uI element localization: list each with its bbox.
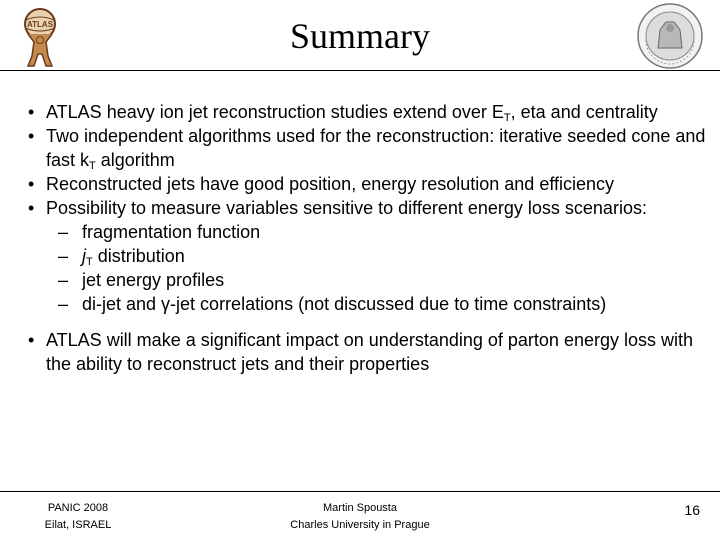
charles-university-seal bbox=[636, 2, 704, 70]
sub-bullet-item: – fragmentation function bbox=[28, 220, 708, 244]
page-title: Summary bbox=[290, 16, 430, 56]
title-divider bbox=[0, 70, 720, 71]
bullet-item: • Reconstructed jets have good position, energy resolution and efficiency bbox=[28, 172, 708, 196]
sub-bullet-item: – $j_T$ distribution bbox=[28, 244, 708, 268]
sub-bullet-item: – di-jet and γ-jet correlations (not discussed due to time constraints) bbox=[28, 292, 708, 316]
bullet-item: • Possibility to measure variables sensitive to different energy loss scenarios: bbox=[28, 196, 708, 220]
bullet-list bbox=[28, 100, 708, 376]
footer-conference: PANIC 2008 Eilat, ISRAEL bbox=[44, 502, 112, 531]
sub-bullet-item: – jet energy profiles bbox=[28, 268, 708, 292]
page-number: 16 bbox=[684, 502, 700, 518]
atlas-logo-text: ATLAS bbox=[26, 20, 54, 29]
footer-author: Martin Spousta Charles University in Prague bbox=[290, 502, 430, 531]
bullet-item: • ATLAS heavy ion jet reconstruction studies extend over $E_T$, eta and centrality bbox=[28, 100, 708, 124]
footer-divider bbox=[0, 491, 720, 492]
bullet-item: • Two independent algorithms used for the reconstruction: iterative seeded cone and fast $k_T$ algorithm bbox=[28, 124, 708, 172]
bullet-item: • ATLAS will make a significant impact on understanding of parton energy loss with the ability to reconstruct jets and their properties bbox=[28, 328, 708, 376]
